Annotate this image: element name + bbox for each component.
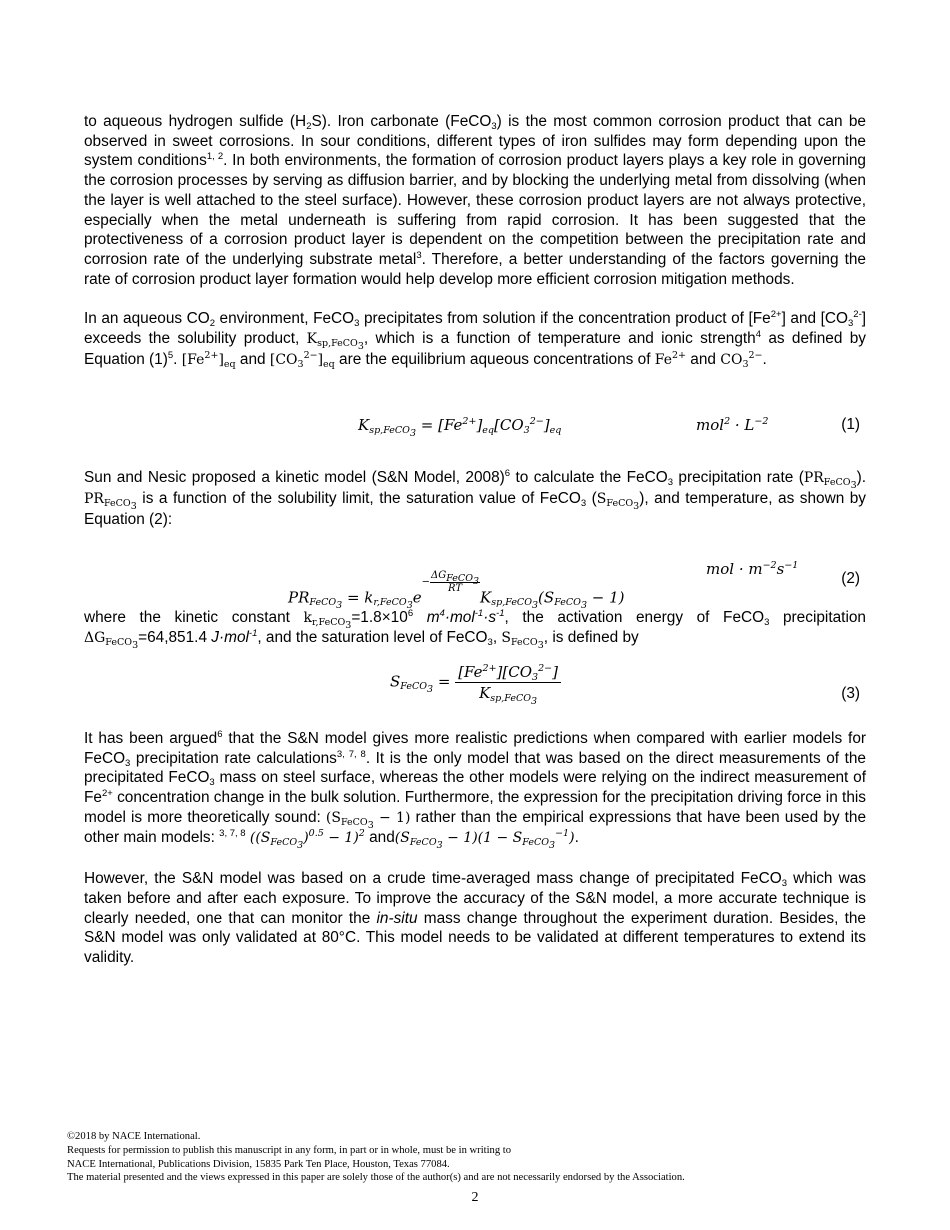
- copyright-footer: [67, 1130, 887, 1185]
- equation-1: $K_{sp,FeCO_3} = [Fe^{2+}]_{eq}[CO_3^{2-}]_{eq}$ $mol^2 \cdot L^{-2}$ (1): [358, 416, 860, 440]
- equation-1-number: (1): [841, 416, 860, 434]
- equation-2: $PR_{FeCO_3} = k_{r,FeCO_3}e-$ $\Delta G_{FeCO_3}$ RT $K_{sp,FeCO_3}(S_{FeCO_3} - 1)$ mol · $m^{-2}s^{-1}$ (2): [288, 559, 860, 612]
- paragraph-2: In an aqueous $CO_2$ environment, FeCO$_3$ precipitates from solution if the concentration product of $[Fe^{2+}]$ and $[CO_3^{2-}]$ exceeds the solubility product, $K_{sp,FeCO_3}$, which is a function of temperature and ionic strength$^4$ as defined by Equation $(1)^5$. $[Fe^{2+}]_{eq}$ and $[CO_3^{2-}]_{eq}$ are the equilibrium aqueous concentrations of $Fe^{2+}$ and $CO_3^{2-}$.: [84, 309, 867, 370]
- paragraph-4: where the kinetic constant $k_{r,FeCO_3}=1.8\times 10^6$ $m^4\cdot mol^{-1}\cdot s^{-1}$, the activation energy of FeCO$_3$ precipitation $\Delta G_{FeCO_3}=64,851.4$ J·mol$^{-1}$, and the saturation level of FeCO$_3$, $S_{FeCO_3}$, is defined by: [84, 607, 866, 652]
- footer-line: ©2018 by NACE International.: [67, 1131, 201, 1142]
- paragraph-6: However, the S&N model was based on a crude time-averaged mass change of precipitated FeCO$_3$ which was taken before and after each exposure. To improve the accuracy of the S&N model, a more accurate technique is clearly needed, one that can monitor the in-situ mass change throughout the experiment duration. Besides, the S&N model was only validated at 80°C. This model needs to be validated at different temperatures to extend its validity.: [84, 870, 866, 966]
- footer-line: Requests for permission to publish this manuscript in any form, in part or in whole, must be in writing to: [67, 1144, 512, 1156]
- equation-2-number: (2): [841, 569, 860, 587]
- footer-line: The material presented and the views expressed in this paper are solely those of the author(s) and are not necessarily endorsed by the Association.: [67, 1172, 685, 1184]
- paragraph-1: to aqueous hydrogen sulfide $(H_2S)$. Iron carbonate (FeCO$_3$) is the most common corrosion product that can be observed in sweet corrosions. In sour conditions, different types of iron sulfides may form depending upon the system conditions$^{1, 2}$. In both environments, the formation of corrosion product layers plays a key role in governing the corrosion processes by serving as diffusion barrier, and by blocking the underlying metal from dissolving (when the layer is well attached to the steel surface). However, these corrosion product layers are not always protective, especially when the metal underneath is suffering from rapid corrosion. It has been suggested that the protectiveness of a corrosion product layer is dependent on the competition between the precipitation rate and corrosion rate of the underlying substrate metal$^3$. Therefore, a better understanding of the factors governing the rate of corrosion product layer formation would help develop more efficient corrosion mitigation methods.: [84, 113, 866, 288]
- footer-line: NACE International, Publications Division, 15835 Park Ten Place, Houston, Texas 77084.: [67, 1158, 450, 1170]
- equation-3: $S_{FeCO_3}$ = $\frac{[Fe^{2+}][CO_3^{2-}]}{K_{sp,FeCO_3}}$ (3): [390, 662, 860, 707]
- page-number: 2: [471, 1190, 479, 1205]
- paragraph-3: Sun and Nesic proposed a kinetic model (S&N Model, 2008)$^6$ to calculate the FeCO$_3$ precipitation rate $(PR_{FeCO_3})$. $PR_{FeCO_3}$ is a function of the solubility limit, the saturation value of FeCO$_3$ $(S_{FeCO_3})$, and temperature, as shown by Equation (2):: [84, 468, 867, 528]
- page-body: [84, 112, 866, 968]
- paragraph-5: It has been argued$^6$ that the S&N model gives more realistic predictions when compared with earlier models for FeCO$_3$ precipitation rate calculations$^{3, 7, 8}$. It is the only model that was based on the direct measurements of the precipitated FeCO$_3$ mass on steel surface, whereas the other models were relying on the indirect measurement of $Fe^{2+}$ concentration change in the bulk solution. Furthermore, the expression for the precipitation driving force in this model is more theoretically sound: $(S_{FeCO_3} - 1)$ rather than the empirical expressions that have been used by the other main models: $^{3, 7, 8}$ $((S_{FeCO_3})^{0.5} - 1)^2$ $and(S_{FeCO_3} - 1)(1 - S_{FeCO_3}^{-1})$.: [84, 728, 867, 852]
- equation-3-number: (3): [841, 684, 860, 702]
